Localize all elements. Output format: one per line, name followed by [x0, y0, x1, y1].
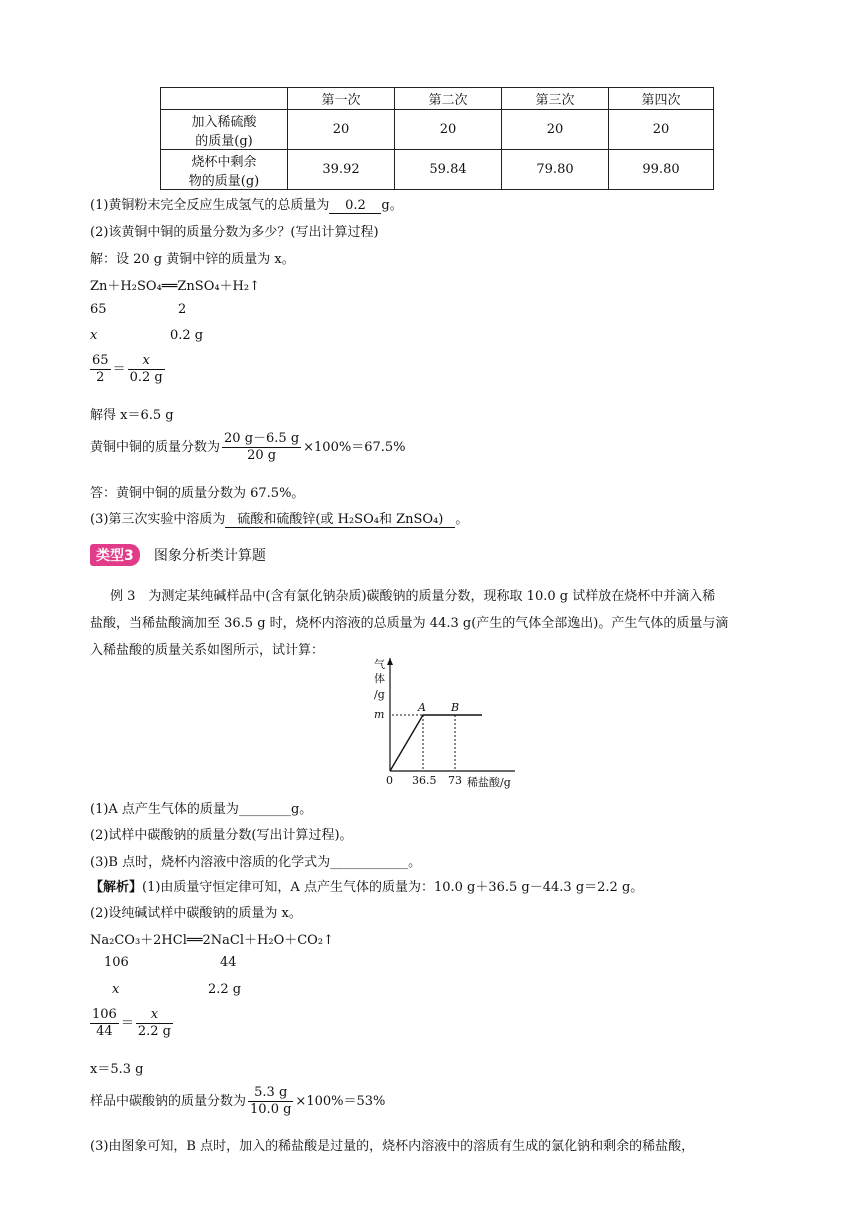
- x-tick-label: 36.5: [412, 774, 437, 787]
- analysis-3: (3)由图象可知，B 点时，加入的稀盐酸是过量的，烧杯内溶液中的溶质有生成的氯化钠和剩余的稀盐酸，: [90, 1139, 695, 1154]
- ratio-row: 2.2 g: [208, 982, 242, 997]
- ratio-row: 65: [90, 302, 107, 317]
- table-cell: 20: [502, 110, 609, 150]
- reaction-equation: Na₂CO₃＋2HCl══2NaCl＋H₂O＋CO₂↑: [90, 933, 334, 948]
- results-table: [160, 87, 714, 190]
- ratio-row: x: [90, 328, 98, 343]
- question-1: (1)黄铜粉末完全反应生成氢气的总质量为 0.2 g。: [90, 198, 403, 213]
- table-header: 第三次: [502, 88, 609, 110]
- analysis-1: 【解析】(1)由质量守恒定律可知，A 点产生气体的质量为：10.0 g＋36.5 g－44.3 g＝2.2 g。: [90, 880, 644, 895]
- answer-blank: 0.2: [329, 199, 381, 214]
- solution-intro: 解：设 20 g 黄铜中锌的质量为 x。: [90, 252, 295, 267]
- table-header: 第二次: [395, 88, 502, 110]
- table-row: [161, 110, 714, 150]
- example-q1: (1)A 点产生气体的质量为________g。: [90, 802, 313, 817]
- table-header: 第一次: [288, 88, 395, 110]
- y-axis-label: 气: [374, 658, 385, 671]
- y-axis-label: /g: [374, 688, 385, 701]
- point-a-label: A: [418, 701, 426, 714]
- ratio-row: x: [112, 982, 120, 997]
- table-cell: 79.80: [502, 150, 609, 190]
- proportion: $\frac{65}{2}$ ＝ $\frac{x}{0.2 g}$: [92, 353, 163, 385]
- analysis-2: (2)设纯碱试样中碳酸钠的质量为 x。: [90, 906, 302, 921]
- gas-volume-graph: [350, 658, 530, 793]
- table-cell: 20: [288, 110, 395, 150]
- answer-line: 答：黄铜中铜的质量分数为 67.5%。: [90, 486, 305, 501]
- example-q3: (3)B 点时，烧杯内溶液中溶质的化学式为____________。: [90, 855, 422, 870]
- ratio-row: 106: [104, 955, 129, 970]
- table-header: 第四次: [609, 88, 714, 110]
- x-axis-label: 稀盐酸/g: [467, 776, 511, 789]
- x-tick-label: 73: [448, 774, 462, 787]
- example-text: 盐酸，当稀盐酸滴加至 36.5 g 时，烧杯内溶液的总质量为 44.3 g(产生的气体全部逸出)。产生气体的质量与滴: [90, 616, 729, 631]
- ratio-row: 44: [220, 955, 237, 970]
- row-label: 加入稀硫酸 的质量(g): [161, 110, 288, 150]
- section-heading: 类型3 图象分析类计算题: [90, 544, 266, 566]
- example-text: 入稀盐酸的质量关系如图所示，试计算：: [90, 643, 325, 658]
- table-cell: 59.84: [395, 150, 502, 190]
- sodium-carbonate-fraction: 样品中碳酸钠的质量分数为 $\frac{5.3 g}{10.0 g}$ ×100%＝53%: [90, 1085, 386, 1117]
- y-axis-label: 体: [374, 672, 385, 685]
- series-line: [390, 715, 482, 771]
- m-label: m: [374, 708, 385, 721]
- table-cell: 99.80: [609, 150, 714, 190]
- table-cell: 20: [609, 110, 714, 150]
- table-cell: 39.92: [288, 150, 395, 190]
- solve-x: x＝5.3 g: [90, 1062, 144, 1077]
- ratio-row: 0.2 g: [170, 328, 204, 343]
- copper-fraction: 黄铜中铜的质量分数为 $\frac{20 g-6.5 g}{20 g}$ ×100%＝67.5%: [90, 431, 406, 463]
- question-3: (3)第三次实验中溶质为 硫酸和硫酸锌(或 H₂SO₄和 ZnSO₄) 。: [90, 512, 469, 527]
- table-row: [161, 150, 714, 190]
- origin-label: 0: [386, 774, 393, 787]
- reaction-equation: Zn＋H₂SO₄══ZnSO₄＋H₂↑: [90, 279, 261, 294]
- table-header-empty: [161, 88, 288, 110]
- example-q2: (2)试样中碳酸钠的质量分数(写出计算过程)。: [90, 828, 353, 843]
- table-cell: 20: [395, 110, 502, 150]
- row-label: 烧杯中剩余 物的质量(g): [161, 150, 288, 190]
- proportion: $\frac{106}{44}$ ＝ $\frac{x}{2.2 g}$: [92, 1007, 171, 1039]
- point-b-label: B: [451, 701, 460, 714]
- example-text: 例 3 为测定某纯碱样品中(含有氯化钠杂质)碳酸钠的质量分数，现称取 10.0 g 试样放在烧杯中并滴入稀: [110, 589, 716, 604]
- ratio-row: 2: [178, 302, 187, 317]
- answer-blank: 硫酸和硫酸锌(或 H₂SO₄和 ZnSO₄): [225, 513, 455, 528]
- solve-x: 解得 x＝6.5 g: [90, 408, 174, 423]
- question-2: (2)该黄铜中铜的质量分数为多少？(写出计算过程): [90, 225, 379, 240]
- y-axis-arrow: [387, 658, 393, 665]
- type-badge: 类型3: [90, 544, 140, 566]
